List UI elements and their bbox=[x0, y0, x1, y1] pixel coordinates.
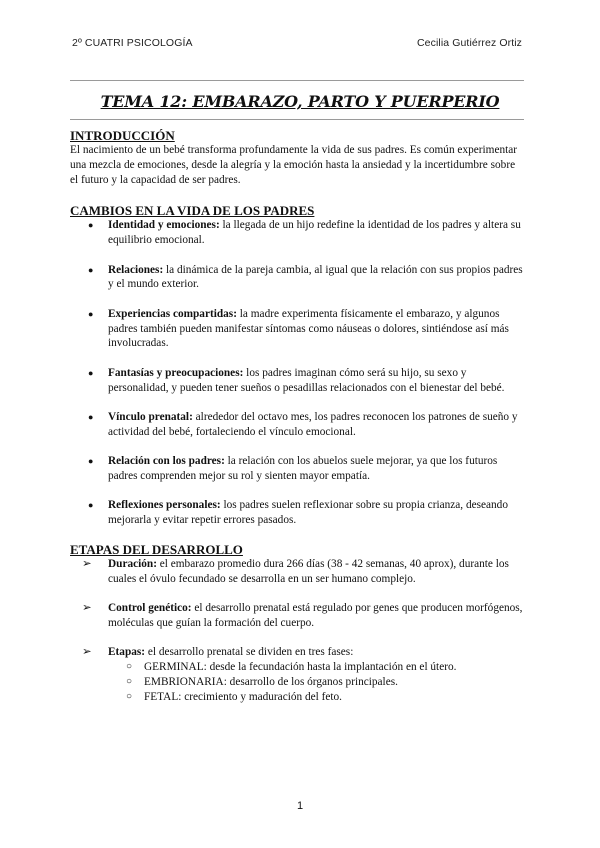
cambios-list bbox=[70, 218, 525, 528]
etapas-list bbox=[70, 557, 525, 660]
circle-bullet-icon: ○ bbox=[126, 690, 133, 702]
bullet-icon: ● bbox=[88, 367, 94, 378]
header-left: 2º CUATRI PSICOLOGÍA bbox=[72, 37, 193, 49]
header-right: Cecilia Gutiérrez Ortiz bbox=[417, 37, 522, 49]
list-item: ● Reflexiones personales: los padres suelen reflexionar sobre su propia crianza, deseando mejorarla y evitar repetir errores pasados. bbox=[88, 499, 508, 527]
list-item: ● Fantasías y preocupaciones: los padres imaginan cómo será su hijo, su sexo y personalidad, y pueden tener sueños o pesadillas relacionados con el bienestar del bebé. bbox=[88, 366, 505, 394]
circle-bullet-icon: ○ bbox=[126, 675, 133, 687]
circle-bullet-icon: ○ bbox=[126, 661, 133, 673]
list-item: ● Identidad y emociones: la llegada de un hijo redefine la identidad de los padres y altera su equilibrio emocional. bbox=[88, 219, 521, 247]
list-item: ● Relación con los padres: la relación con los abuelos suele mejorar, ya que los futuros padres comprenden mejor su rol y sienten mayor empatía. bbox=[88, 455, 498, 482]
intro-paragraph: El nacimiento de un bebé transforma profundamente la vida de sus padres. Es común experimentar una mezcla de emociones, desde la alegría y la emoción hasta la ansiedad y la incertidumbre sobre el futuro y la capacidad de ser padres. bbox=[70, 144, 518, 186]
list-item: ● Vínculo prenatal: alrededor del octavo mes, los padres reconocen los patrones de sueño y actividad del bebé, fortaleciendo el vínculo emocional. bbox=[88, 410, 518, 438]
title-bottom-rule bbox=[70, 119, 524, 120]
document-body bbox=[70, 128, 525, 704]
title-top-rule bbox=[70, 80, 524, 81]
bullet-icon: ● bbox=[88, 308, 94, 319]
list-item: ➢ Duración: el embarazo promedio dura 266 días (38 - 42 semanas, 40 aprox), durante los cuales el óvulo fecundado se desarrolla en un ser humano complejo. bbox=[82, 557, 509, 585]
fases-list bbox=[70, 660, 525, 704]
list-item: ● Relaciones: la dinámica de la pareja cambia, al igual que la relación con sus propios padres y el mundo exterior. bbox=[88, 263, 523, 291]
arrow-bullet-icon: ➢ bbox=[82, 646, 92, 659]
list-item: ➢ Etapas: el desarrollo prenatal se dividen en tres fases: bbox=[82, 646, 354, 659]
bullet-icon: ● bbox=[88, 456, 94, 467]
bullet-icon: ● bbox=[88, 411, 94, 422]
intro-heading: INTRODUCCIÓN bbox=[70, 128, 175, 143]
bullet-icon: ● bbox=[88, 264, 94, 275]
document-title: TEMA 12: EMBARAZO, PARTO Y PUERPERIO bbox=[100, 92, 500, 111]
bullet-icon: ● bbox=[88, 220, 94, 231]
cambios-heading: CAMBIOS EN LA VIDA DE LOS PADRES bbox=[70, 203, 315, 219]
list-item: ○ GERMINAL: desde la fecundación hasta la implantación en el útero. bbox=[126, 661, 457, 674]
bullet-icon: ● bbox=[88, 500, 94, 511]
page-number: 1 bbox=[296, 800, 304, 812]
arrow-bullet-icon: ➢ bbox=[82, 602, 92, 615]
arrow-bullet-icon: ➢ bbox=[82, 557, 92, 570]
list-item: ➢ Control genético: el desarrollo prenatal está regulado por genes que producen morfógenos, moléculas que guían la formación del cuerpo. bbox=[82, 602, 523, 629]
list-item: ○ EMBRIONARIA: desarrollo de los órganos principales. bbox=[126, 675, 398, 688]
etapas-heading: ETAPAS DEL DESARROLLO bbox=[70, 541, 243, 557]
list-item: ○ FETAL: crecimiento y maduración del feto. bbox=[126, 690, 342, 703]
list-item: ● Experiencias compartidas: la madre experimenta físicamente el embarazo, y algunos padres también pueden manifestar síntomas como náuseas o dolores, sintiéndose así más involucradas. bbox=[88, 307, 509, 350]
